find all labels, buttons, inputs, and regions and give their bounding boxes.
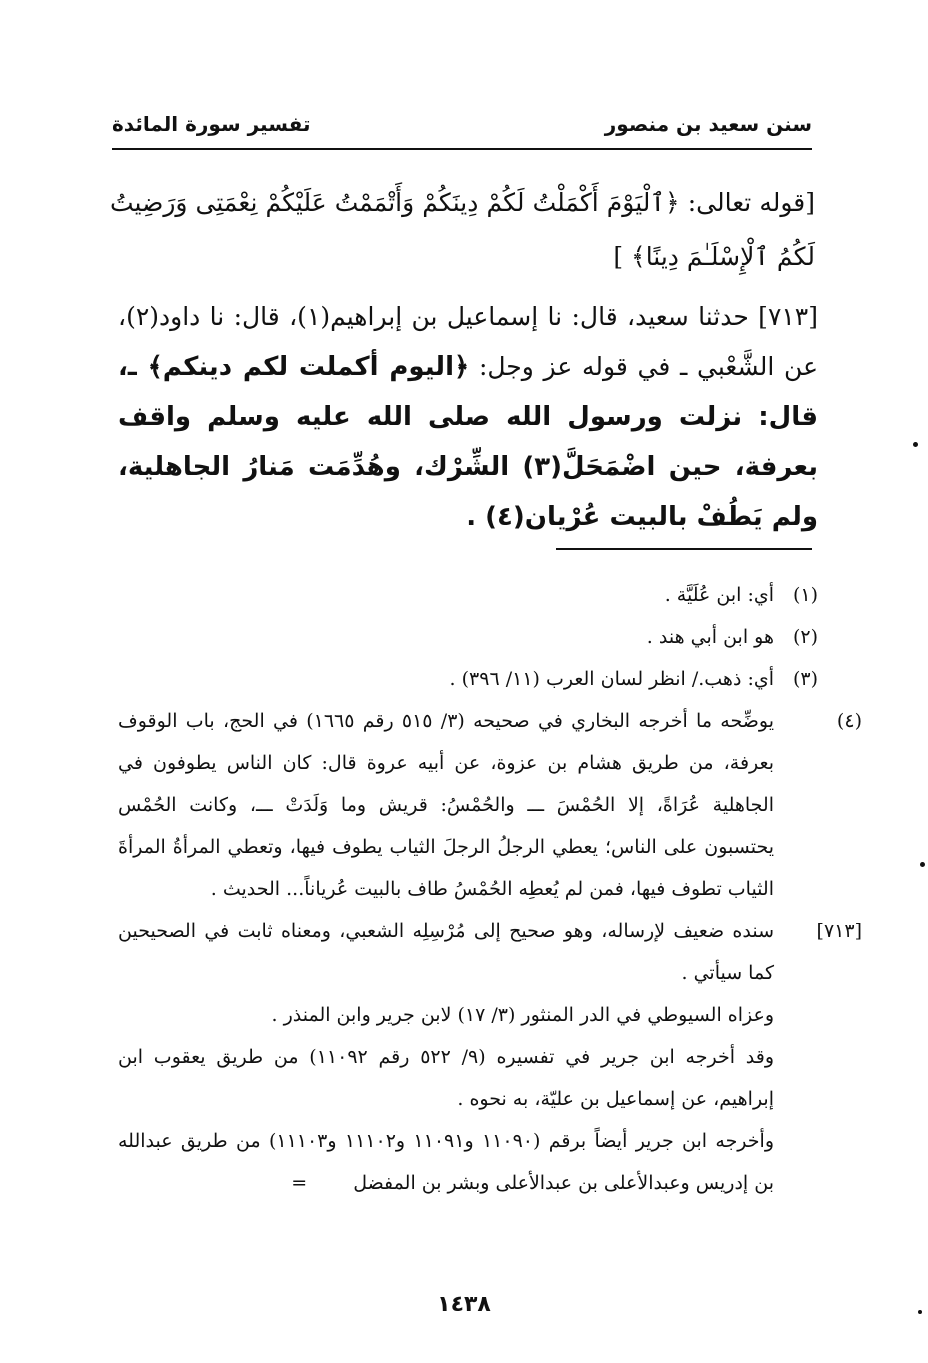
- running-header: [112, 112, 812, 146]
- takhrij-text: سنده ضعيف لإرساله، وهو صحيح إلى مُرْسِلِه الشعبي، ومعناه ثابت في الصحيحين كما سيأتي .: [118, 920, 774, 984]
- page-number: ١٤٣٨: [437, 1292, 491, 1317]
- footnote-rule: [556, 548, 812, 550]
- takhrij-text-4: وأخرجه ابن جرير أيضاً برقم (١١٠٩٠ و١١٠٩١ و١١١٠٢ و١١١٠٣) من طريق عبدالله بن إدريس وعبدالأعلى بن عبدالأعلى وبشر بن المفضل: [118, 1130, 774, 1194]
- takhrij-paragraph-2: وعزاه السيوطي في الدر المنثور (٣/ ١٧) لابن جرير وابن المنذر .: [271, 1004, 774, 1026]
- footnote-text: يوضِّحه ما أخرجه البخاري في صحيحه (٣/ ٥١٥ رقم ١٦٦٥) في الحج، باب الوقوف بعرفة، من طريق هشام بن عزوة، عن أبيه عروة قال: كان الناس يطوفون في الجاهلية عُرَاةً، إلا الحُمْسَ ـــ والحُمْسُ: قريش وما وَلَدَتْ ـــ، وكانت الحُمْس يحتسبون على الناس؛ يعطي الرجلُ الرجلَ الثياب يطوف فيها، وتعطي المرأةُ المرأةَ الثياب تطوف فيها، فمن لم يُعطِه الحُمْسُ طاف بالبيت عُرياناً... الحديث .: [118, 710, 774, 900]
- footnote-number: (٢): [792, 626, 818, 648]
- verse-heading: [110, 176, 815, 284]
- hadith-number: [٧١٣]: [758, 302, 818, 331]
- scan-speck: [920, 862, 925, 867]
- footnote-2: [118, 616, 818, 658]
- footnote-1: [118, 574, 818, 616]
- verse-text: ﴿ٱلْيَوْمَ أَكْمَلْتُ لَكُمْ دِينَكُمْ وَأَتْمَمْتُ عَلَيْكُمْ نِعْمَتِى وَرَضِيتُ لَكُمُ ٱلْإِسْلَـٰمَ دِينًا﴾ ]: [110, 188, 815, 271]
- footnote-number: (٤): [836, 710, 862, 732]
- takhrij-paragraph-4: [118, 1120, 818, 1204]
- scan-speck: [918, 1310, 922, 1314]
- footnote-3: [118, 658, 818, 700]
- section-title: تفسير سورة المائدة: [112, 112, 311, 136]
- footnote-number: (١): [792, 584, 818, 606]
- scan-speck: [913, 442, 918, 447]
- takhrij-number: [٧١٣]: [816, 920, 862, 942]
- footnote-text: هو ابن أبي هند .: [646, 626, 774, 648]
- hadith-bold-text: ﴿اليوم أكملت لكم دينكم﴾ ـ، قال: نزلت ورسول الله صلى الله عليه وسلم واقف بعرفة، حين اضْمَحَلَّ(٣) الشِّرْك، وهُدِّمَت مَنارُ الجاهلية، ولم يَطُفْ بالبيت عُرْيان(٤) .: [118, 352, 818, 532]
- hadith-text: [118, 292, 818, 542]
- header-rule: [112, 148, 812, 150]
- book-title: سنن سعيد بن منصور: [604, 112, 812, 136]
- verse-label: [قوله تعالى:: [687, 188, 815, 217]
- footnotes: [118, 574, 862, 1204]
- hadith-intro: حدثنا سعيد، قال: نا إسماعيل بن إبراهيم(١)، قال: نا داود(٢)، عن الشَّعْبي ـ في قوله عز وجل:: [118, 302, 819, 381]
- takhrij-note: [118, 910, 862, 994]
- footnote-text: أي: ابن عُلَيَّة .: [664, 584, 774, 606]
- continuation-mark: =: [291, 1172, 308, 1194]
- footnote-number: (٣): [792, 668, 818, 690]
- footnote-4: [118, 700, 862, 910]
- takhrij-paragraph-3: وقد أخرجه ابن جرير في تفسيره (٩/ ٥٢٢ رقم ١١٠٩٢) من طريق يعقوب ابن إبراهيم، عن إسماعيل بن عليّة، به نحوه .: [118, 1046, 774, 1110]
- footnote-text: أي: ذهب./ انظر لسان العرب (١١/ ٣٩٦) .: [449, 668, 774, 690]
